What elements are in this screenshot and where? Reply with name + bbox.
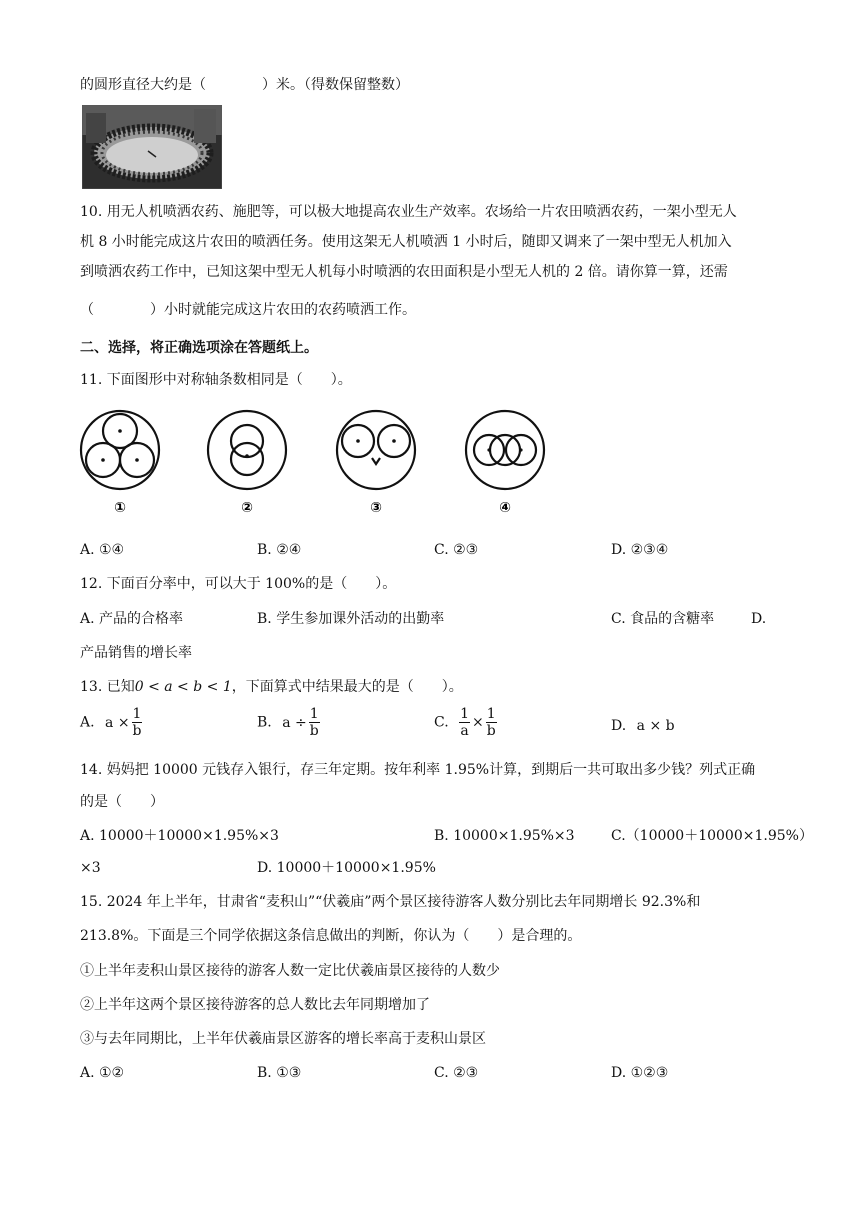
section-title: 二、选择，将正确选项涂在答题纸上。: [80, 340, 318, 356]
q12-option-c[interactable]: C. 食品的含糖率: [611, 611, 715, 627]
q12-option-a[interactable]: A. 产品的合格率: [80, 611, 184, 627]
q11-option-d[interactable]: D. ②③④: [611, 542, 669, 558]
q15-line: 213.8%。下面是三个同学依据这条信息做出的判断，你认为（ ）是合理的。: [80, 928, 582, 944]
q15-option-a[interactable]: A. ①②: [80, 1065, 125, 1081]
q10-line: 机 8 小时能完成这片农田的喷洒任务。使用这架无人机喷洒 1 小时后，随即又调来了一架中型无人机加入: [80, 234, 732, 250]
figure-1: [78, 408, 162, 518]
q12-option-b[interactable]: B. 学生参加课外活动的出勤率: [257, 611, 445, 627]
q15-line: 15. 2024 年上半年，甘肃省“麦积山”“伏羲庙”两个景区接待游客人数分别比去年同期增长 92.3%和: [80, 894, 701, 910]
q15-statement: ③与去年同期比，上半年伏羲庙景区游客的增长率高于麦积山景区: [80, 1031, 486, 1047]
figure-3: [334, 408, 418, 518]
q15-statement: ①上半年麦积山景区接待的游客人数一定比伏羲庙景区接待的人数少: [80, 963, 500, 979]
q10-line: （ ）小时就能完成这片农田的农药喷洒工作。: [80, 302, 416, 318]
q10-line: 10. 用无人机喷洒农药、施肥等，可以极大地提高农业生产效率。农场给一片农田喷洒农药，一架小型无人: [80, 204, 737, 220]
figure-label: ④: [499, 500, 511, 516]
q13-option-b[interactable]: B. a ÷ $\frac{1}{b}$: [257, 706, 319, 739]
q13-option-a[interactable]: A. a × $\frac{1}{b}$: [80, 706, 142, 739]
figure-label: ②: [241, 500, 253, 516]
q14-option-b[interactable]: B. 10000×1.95%×3: [434, 828, 575, 844]
q15-statement: ②上半年这两个景区接待游客的总人数比去年同期增加了: [80, 997, 430, 1013]
q14-line: 14. 妈妈把 10000 元钱存入银行，存三年定期。按年利率 1.95%计算，到期后一共可取出多少钱？列式正确: [80, 762, 756, 778]
q11-option-c[interactable]: C. ②③: [434, 542, 479, 558]
q14-option-a[interactable]: A. 10000＋10000×1.95%×3: [80, 828, 279, 844]
figure-4: [463, 408, 547, 518]
figure-label: ①: [114, 500, 126, 516]
q14-option-c-text: ×3: [80, 860, 101, 876]
q14-option-c[interactable]: C.（10000＋10000×1.95%）: [611, 828, 813, 844]
q11-option-a[interactable]: A. ①④: [80, 542, 125, 558]
q12-stem: 12. 下面百分率中，可以大于 100%的是（ ）。: [80, 576, 397, 592]
q12-option-d-text: 产品销售的增长率: [80, 645, 192, 661]
q11-stem: 11. 下面图形中对称轴条数相同是（ ）。: [80, 372, 352, 388]
figure-label: ③: [370, 500, 382, 516]
q15-option-c[interactable]: C. ②③: [434, 1065, 479, 1081]
q11-option-b[interactable]: B. ②④: [257, 542, 302, 558]
q13-option-d[interactable]: D. a × b: [611, 718, 675, 734]
q12-option-d[interactable]: D.: [751, 611, 767, 627]
q9-text: 的圆形直径大约是（ ）米。（得数保留整数）: [80, 77, 409, 93]
q14-line: 的是（ ）: [80, 794, 164, 810]
q13-option-c[interactable]: C. $\frac{1}{a}$ × $\frac{1}{b}$: [434, 706, 496, 739]
q15-option-b[interactable]: B. ①③: [257, 1065, 302, 1081]
circle-of-people-photo: [82, 105, 222, 189]
q10-line: 到喷洒农药工作中，已知这架中型无人机每小时喷洒的农田面积是小型无人机的 2 倍。请你算一算，还需: [80, 264, 728, 280]
figure-2: [205, 408, 289, 518]
q13-stem: 13. 已知0 < a < b < 1，下面算式中结果最大的是（ ）。: [80, 679, 463, 695]
q15-option-d[interactable]: D. ①②③: [611, 1065, 669, 1081]
q14-option-d[interactable]: D. 10000＋10000×1.95%: [257, 860, 436, 876]
